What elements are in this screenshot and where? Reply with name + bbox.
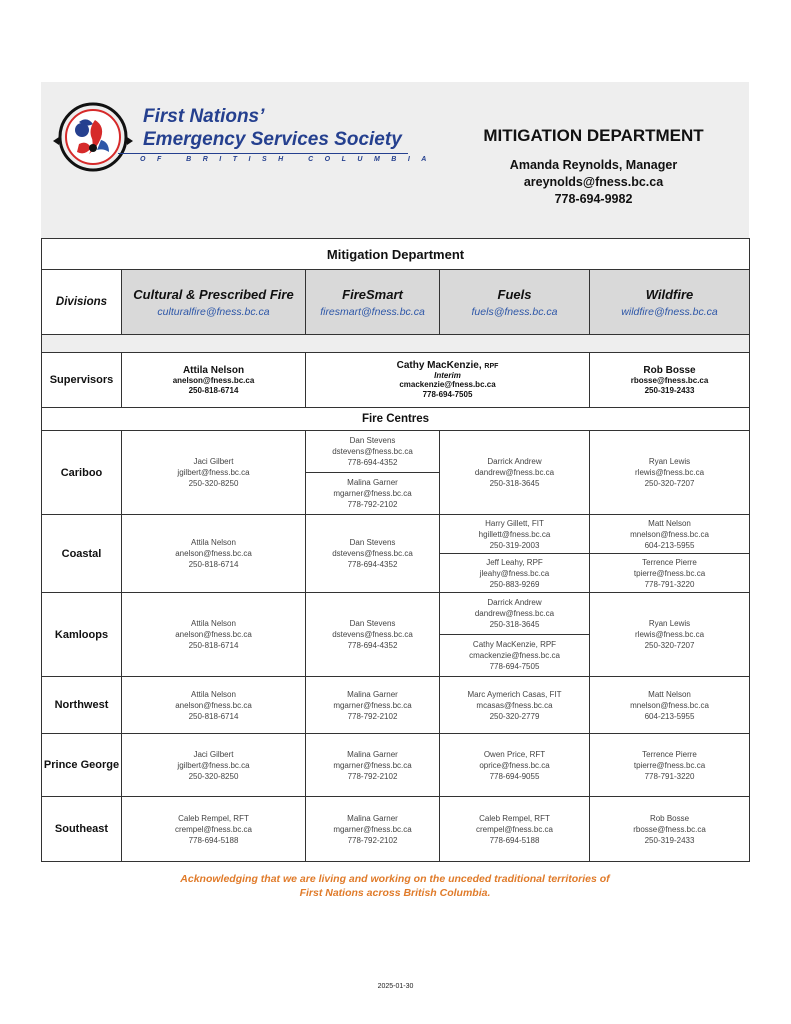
- contact-email[interactable]: dstevens@fness.bc.ca: [332, 630, 413, 639]
- supervisor-email[interactable]: cmackenzie@fness.bc.ca: [399, 380, 496, 389]
- contact-email[interactable]: mnelson@fness.bc.ca: [630, 529, 709, 539]
- supervisor-designation: RPF: [484, 363, 499, 370]
- contact-cell: [440, 734, 590, 797]
- manager-phone: 778-694-9982: [554, 192, 633, 206]
- supervisor-firesmart-fuels: [306, 353, 590, 408]
- contact-cell: [306, 677, 440, 734]
- supervisor-cultural: [122, 353, 306, 408]
- contact-cell-split: [440, 593, 590, 677]
- contact-block: [306, 472, 439, 514]
- contact-email[interactable]: mnelson@fness.bc.ca: [630, 700, 709, 710]
- fire-centre-name: Cariboo: [42, 431, 122, 515]
- supervisors-row: [42, 353, 750, 408]
- supervisor-interim-note: Interim: [434, 371, 461, 380]
- contact-email[interactable]: hgillett@fness.bc.ca: [478, 529, 551, 539]
- contact-phone: 250-320-7207: [644, 641, 695, 650]
- supervisor-wildfire: [590, 353, 750, 408]
- contact-email[interactable]: jgilbert@fness.bc.ca: [177, 468, 250, 477]
- supervisor-name-text: Cathy MacKenzie,: [396, 360, 482, 371]
- contact-email[interactable]: oprice@fness.bc.ca: [479, 760, 550, 770]
- contact-phone: 250-320-8250: [188, 479, 239, 488]
- manager-email[interactable]: areynolds@fness.bc.ca: [523, 175, 664, 189]
- divisions-label: Divisions: [42, 270, 122, 335]
- contact-name: Ryan Lewis: [648, 457, 691, 466]
- contact-cell: [440, 677, 590, 734]
- contact-name: Jaci Gilbert: [193, 749, 234, 759]
- contact-block: [590, 553, 749, 592]
- contact-cell: [122, 677, 306, 734]
- table-title-row: [42, 239, 750, 270]
- spacer-row: [42, 335, 750, 353]
- table-row-prince-george: [42, 734, 750, 797]
- supervisor-email[interactable]: rbosse@fness.bc.ca: [630, 375, 709, 385]
- contact-phone: 778-694-4352: [347, 641, 398, 650]
- table-row-cariboo: [42, 431, 750, 515]
- contact-phone: 250-320-2779: [489, 711, 540, 721]
- contact-cell: [122, 431, 306, 515]
- supervisor-name: Rob Bosse: [643, 364, 696, 376]
- contact-cell: [590, 677, 750, 734]
- org-name-line1: First Nations’: [143, 106, 265, 127]
- division-email[interactable]: firesmart@fness.bc.ca: [320, 305, 425, 318]
- table-row-northwest: [42, 677, 750, 734]
- org-name-underline: [118, 153, 408, 154]
- contact-email[interactable]: tpierre@fness.bc.ca: [633, 760, 706, 770]
- contact-phone: 250-818-6714: [188, 560, 239, 569]
- contact-block: [440, 593, 589, 634]
- division-firesmart: [306, 270, 440, 335]
- contact-cell: [590, 734, 750, 797]
- contact-phone: 250-319-2433: [644, 835, 695, 845]
- contact-block: [306, 431, 439, 472]
- contact-name: Dan Stevens: [349, 436, 396, 445]
- contact-name: Ryan Lewis: [648, 619, 691, 628]
- contact-cell: [590, 593, 750, 677]
- division-name: Fuels: [497, 286, 532, 302]
- contact-name: Attila Nelson: [191, 689, 236, 699]
- contact-name: Attila Nelson: [191, 619, 236, 628]
- contact-email[interactable]: crempel@fness.bc.ca: [475, 824, 554, 834]
- contact-email[interactable]: mcasas@fness.bc.ca: [476, 700, 553, 710]
- supervisor-phone: 250-319-2433: [644, 385, 695, 395]
- org-name-line2: Emergency Services Society: [143, 129, 402, 150]
- contact-cell: [306, 593, 440, 677]
- contact-name: Dan Stevens: [349, 619, 396, 628]
- division-name: Wildfire: [645, 286, 694, 302]
- contact-email[interactable]: mgarner@fness.bc.ca: [333, 700, 412, 710]
- contact-phone: 778-694-4352: [347, 458, 398, 467]
- contact-phone: 250-320-7207: [644, 479, 695, 488]
- table-row-coastal: [42, 515, 750, 593]
- contact-phone: 250-818-6714: [188, 711, 239, 721]
- contact-name: Jeff Leahy, RPF: [486, 557, 543, 567]
- fire-centre-name: Northwest: [42, 677, 122, 734]
- contact-name: Terrence Pierre: [642, 749, 697, 759]
- division-email[interactable]: fuels@fness.bc.ca: [471, 305, 558, 318]
- contact-email[interactable]: dandrew@fness.bc.ca: [474, 609, 555, 618]
- fire-centre-name: Coastal: [42, 515, 122, 593]
- contact-cell-split: [306, 431, 440, 515]
- contact-name: Attila Nelson: [191, 538, 236, 547]
- division-cultural: [122, 270, 306, 335]
- contact-name: Caleb Rempel, RFT: [479, 813, 550, 823]
- contact-name: Caleb Rempel, RFT: [178, 813, 249, 823]
- contact-name: Matt Nelson: [648, 689, 691, 699]
- fire-centre-name: Southeast: [42, 797, 122, 862]
- contact-phone: 778-792-2102: [347, 835, 398, 845]
- contact-email[interactable]: rlewis@fness.bc.ca: [635, 468, 705, 477]
- contact-phone: 604-213-5955: [644, 540, 695, 550]
- contact-name: Malina Garner: [347, 749, 398, 759]
- contact-name: Cathy MacKenzie, RPF: [472, 640, 557, 649]
- organization-name: [140, 106, 438, 163]
- contact-email[interactable]: rlewis@fness.bc.ca: [635, 630, 705, 639]
- contact-email[interactable]: tpierre@fness.bc.ca: [633, 568, 706, 578]
- contact-phone: 250-883-9269: [489, 579, 540, 589]
- contact-name: Malina Garner: [347, 813, 398, 823]
- contact-phone: 250-318-3645: [489, 620, 540, 629]
- contact-block: [440, 553, 589, 592]
- division-wildfire: [590, 270, 750, 335]
- supervisor-phone: 250-818-6714: [188, 385, 239, 395]
- division-fuels: [440, 270, 590, 335]
- acknowledgement-line2: First Nations across British Columbia.: [299, 887, 491, 899]
- spacer-cell: [42, 335, 750, 353]
- division-name: FireSmart: [342, 286, 403, 302]
- contact-block: [590, 515, 749, 553]
- table-title: Mitigation Department: [42, 239, 750, 270]
- contact-cell: [122, 797, 306, 862]
- org-name-line3: OF BRITISH COLUMBIA: [140, 156, 438, 163]
- contact-email[interactable]: mgarner@fness.bc.ca: [333, 489, 412, 498]
- contact-name: Darrick Andrew: [487, 457, 542, 466]
- division-name: Cultural & Prescribed Fire: [133, 286, 294, 302]
- contact-email[interactable]: anelson@fness.bc.ca: [175, 700, 252, 710]
- division-email[interactable]: culturalfire@fness.bc.ca: [157, 305, 270, 318]
- letterhead: [41, 82, 749, 238]
- contact-email[interactable]: rbosse@fness.bc.ca: [633, 824, 706, 834]
- contact-cell: [306, 734, 440, 797]
- contact-phone: 250-319-2003: [489, 540, 540, 550]
- contact-phone: 778-792-2102: [347, 711, 398, 721]
- division-email[interactable]: wildfire@fness.bc.ca: [621, 305, 718, 318]
- fire-centres-label: Fire Centres: [42, 408, 750, 431]
- contact-email[interactable]: anelson@fness.bc.ca: [175, 549, 252, 558]
- contact-email[interactable]: mgarner@fness.bc.ca: [333, 760, 412, 770]
- supervisor-name: [306, 360, 589, 371]
- divisions-row: [42, 270, 750, 335]
- contact-phone: 604-213-5955: [644, 711, 695, 721]
- contact-block: [440, 515, 589, 553]
- contact-email[interactable]: jleahy@fness.bc.ca: [479, 568, 550, 578]
- contact-name: Matt Nelson: [648, 518, 691, 528]
- contact-phone: 250-318-3645: [489, 479, 540, 488]
- supervisor-phone: 778-694-7505: [422, 390, 473, 399]
- contact-email[interactable]: dstevens@fness.bc.ca: [332, 549, 413, 558]
- contact-phone: 778-792-2102: [347, 500, 398, 509]
- contact-cell-split: [590, 515, 750, 593]
- supervisors-label: Supervisors: [42, 353, 122, 408]
- fness-logo-icon: [49, 100, 137, 174]
- mitigation-table: [41, 238, 750, 862]
- contact-phone: 778-694-5188: [489, 835, 540, 845]
- contact-email[interactable]: anelson@fness.bc.ca: [175, 630, 252, 639]
- contact-cell: [122, 593, 306, 677]
- contact-phone: 250-320-8250: [188, 771, 239, 781]
- contact-phone: 778-792-2102: [347, 771, 398, 781]
- table-row-kamloops: [42, 593, 750, 677]
- contact-phone: 778-694-5188: [188, 835, 239, 845]
- contact-phone: 250-818-6714: [188, 641, 239, 650]
- contact-name: Marc Aymerich Casas, FIT: [467, 689, 562, 699]
- contact-name: Terrence Pierre: [642, 557, 697, 567]
- table-row-southeast: [42, 797, 750, 862]
- department-title: MITIGATION DEPARTMENT: [483, 126, 704, 145]
- supervisor-name: Attila Nelson: [182, 364, 245, 376]
- contact-cell: [122, 515, 306, 593]
- contact-email[interactable]: jgilbert@fness.bc.ca: [177, 760, 250, 770]
- department-contact: [471, 126, 716, 208]
- fire-centre-name: Kamloops: [42, 593, 122, 677]
- manager-name: Amanda Reynolds, Manager: [509, 158, 678, 172]
- contact-phone: 778-694-4352: [347, 560, 398, 569]
- contact-phone: 778-791-3220: [644, 771, 695, 781]
- contact-cell: [590, 431, 750, 515]
- contact-email[interactable]: crempel@fness.bc.ca: [174, 824, 253, 834]
- land-acknowledgement: [100, 872, 690, 900]
- contact-phone: 778-694-9055: [489, 771, 540, 781]
- contact-name: Darrick Andrew: [487, 598, 542, 607]
- contact-cell-split: [440, 515, 590, 593]
- contact-email[interactable]: dandrew@fness.bc.ca: [474, 468, 555, 477]
- contact-email[interactable]: dstevens@fness.bc.ca: [332, 447, 413, 456]
- contact-block: [440, 634, 589, 676]
- contact-cell: [590, 797, 750, 862]
- document-date: 2025-01-30: [377, 983, 414, 990]
- supervisor-email[interactable]: anelson@fness.bc.ca: [172, 375, 255, 385]
- contact-name: Dan Stevens: [349, 538, 396, 547]
- contact-cell: [440, 797, 590, 862]
- contact-cell: [306, 515, 440, 593]
- contact-name: Harry Gillett, FIT: [485, 518, 544, 528]
- contact-email[interactable]: mgarner@fness.bc.ca: [333, 824, 412, 834]
- fire-centre-name: Prince George: [42, 734, 122, 797]
- contact-email[interactable]: cmackenzie@fness.bc.ca: [469, 651, 560, 660]
- contact-phone: 778-694-7505: [489, 662, 540, 671]
- contact-name: Malina Garner: [347, 478, 398, 487]
- fire-centres-row: [42, 408, 750, 431]
- contact-name: Jaci Gilbert: [193, 457, 234, 466]
- contact-cell: [122, 734, 306, 797]
- contact-phone: 778-791-3220: [644, 579, 695, 589]
- contact-name: Malina Garner: [347, 689, 398, 699]
- acknowledgement-line1: Acknowledging that we are living and working on the unceded traditional territories of: [180, 873, 610, 885]
- contact-name: Rob Bosse: [649, 813, 690, 823]
- contact-name: Owen Price, RFT: [483, 749, 546, 759]
- contact-cell: [440, 431, 590, 515]
- contact-cell: [306, 797, 440, 862]
